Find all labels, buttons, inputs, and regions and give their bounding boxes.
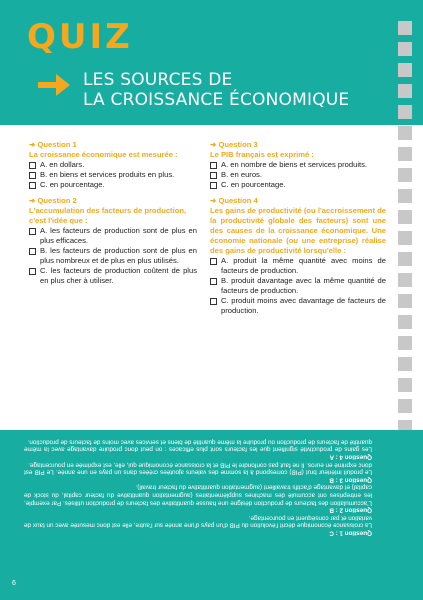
question-1-text: La croissance économique est mesurée : (29, 150, 178, 159)
question-1 (29, 140, 197, 190)
checkbox-icon[interactable] (210, 162, 217, 169)
question-4 (210, 196, 386, 316)
checkbox-icon[interactable] (210, 258, 217, 265)
question-4-option-c[interactable]: C. produit moins avec davantage de facteurs de production. (210, 296, 386, 316)
header-band (0, 0, 423, 125)
question-2-option-a[interactable]: A. les facteurs de production sont de plus en plus efficaces. (29, 226, 197, 246)
answer-2-text: L'accumulation des facteurs de production désigne une hausse quantitative des facteurs de production utilisés. Par exemple, les entreprises ont accumulé des machines supplémentaires (augmentation quantitative du facteur capital, du stock de capital) et davantage d'actifs travaillent (augmentation quantitative du facteur travail). (24, 484, 372, 507)
answer-4-head: Question 4 : A (329, 453, 372, 461)
answer-3-text: Le produit intérieur brut (PIB) correspond à la somme des valeurs ajoutées créées dans un pays en une année. Le PIB est donc exprimé en euros. Il ne faut pas confondre le PIB et la croissance économique qui, elle, est exprimée en pourcentage. (24, 461, 372, 476)
question-3-option-a[interactable]: A. en nombre de biens et services produits. (210, 160, 386, 170)
answer-4-text: Les gains de productivité signifient que les facteurs sont plus efficaces : on peut donc produire davantage avec la même quantité de facteurs de production ou produire la même quantité de biens et services avec moins de facteurs de production. (24, 438, 372, 454)
question-1-option-b[interactable]: B. en biens et services produits en plus. (29, 170, 197, 180)
checkbox-icon[interactable] (29, 172, 36, 179)
answers-upside-down (24, 438, 372, 537)
question-3-text: Le PIB français est exprimé : (210, 150, 314, 159)
question-2-option-b[interactable]: B. les facteurs de production sont de plus en plus nombreux et de plus en plus utilisés. (29, 246, 197, 266)
question-1-label: ➜ Question 1 (29, 140, 77, 149)
left-column (29, 140, 197, 292)
question-4-text: Les gains de productivité (ou l'accroissement de la productivité globale des facteurs) sont une des causes de la croissance économique. Une économie nationale (ou une entreprise) réalise des gains de productivité lorsqu'elle : (210, 206, 386, 255)
question-3 (210, 140, 386, 190)
title-line-1: LES SOURCES DE (83, 70, 233, 90)
checkbox-icon[interactable] (210, 278, 217, 285)
question-3-option-b[interactable]: B. en euros. (210, 170, 386, 180)
question-1-option-a[interactable]: A. en dollars. (29, 160, 197, 170)
checkbox-icon[interactable] (29, 248, 36, 255)
checkbox-icon[interactable] (29, 162, 36, 169)
checkbox-icon[interactable] (29, 182, 36, 189)
right-column (210, 140, 386, 322)
question-4-option-b[interactable]: B. produit davantage avec la même quantité de facteurs de production. (210, 276, 386, 296)
checkbox-icon[interactable] (29, 228, 36, 235)
question-2-text: L'accumulation des facteurs de production, c'est l'idée que : (29, 206, 187, 225)
question-2-option-c[interactable]: C. les facteurs de production coûtent de plus en plus cher à utiliser. (29, 266, 197, 286)
question-3-label: ➜ Question 3 (210, 140, 258, 149)
right-arrow-icon (38, 74, 70, 96)
question-3-option-c[interactable]: C. en pourcentage. (210, 180, 386, 190)
checkbox-icon[interactable] (210, 298, 217, 305)
question-2 (29, 196, 197, 286)
question-1-option-c[interactable]: C. en pourcentage. (29, 180, 197, 190)
answer-2-head: Question 2 : B (329, 506, 372, 514)
page-title (83, 70, 349, 110)
answer-3-head: Question 3 : B (329, 476, 372, 484)
checkbox-icon[interactable] (210, 182, 217, 189)
question-4-option-a[interactable]: A. produit la même quantité avec moins de facteurs de production. (210, 256, 386, 276)
page-number: 6 (12, 580, 16, 587)
question-4-label: ➜ Question 4 (210, 196, 258, 205)
title-line-2: LA CROISSANCE ÉCONOMIQUE (83, 90, 350, 110)
quiz-label: QUIZ (27, 17, 133, 57)
checkbox-icon[interactable] (210, 172, 217, 179)
question-2-label: ➜ Question 2 (29, 196, 77, 205)
answer-1-head: Question 1 : C (329, 529, 372, 537)
checkbox-icon[interactable] (29, 268, 36, 275)
answer-1-text: La croissance économique décrit l'évolution du PIB d'un pays d'une année sur l'autre, elle est donc mesurée avec un taux de variation et par conséquent en pourcentage. (24, 514, 372, 530)
